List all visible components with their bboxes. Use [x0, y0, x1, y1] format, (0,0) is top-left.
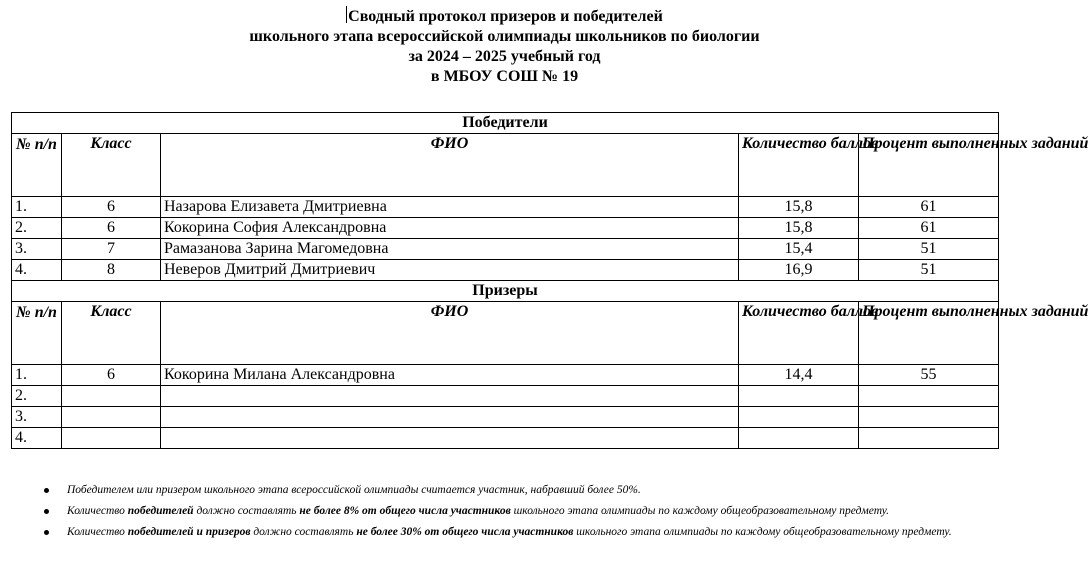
protocol-table-body: [12, 113, 1088, 449]
table-row: [12, 218, 999, 239]
cell-percent: 55: [859, 365, 999, 386]
cell-num: 1.: [12, 365, 62, 386]
protocol-table: [11, 112, 1088, 449]
note-text: должно составлять: [193, 505, 300, 517]
cell-num: 4.: [12, 428, 62, 449]
note-text: Победителем или призером школьного этапа всероссийской олимпиады считается участник, набравший более 50%.: [67, 484, 641, 496]
bullet-icon: [44, 488, 49, 493]
cell-class: 7: [62, 239, 161, 260]
title-line-4: в МБОУ СОШ № 19: [430, 68, 579, 85]
note-item: [44, 524, 979, 541]
cell-class: 6: [62, 197, 161, 218]
column-header-percent: Процент выполненных заданий: [859, 302, 999, 365]
column-header-row: [12, 134, 999, 197]
column-header-fio: ФИО: [161, 134, 739, 197]
title-line-2: школьного этапа всероссийской олимпиады школьников по биологии: [249, 28, 760, 45]
cell-fio: [161, 386, 739, 407]
note-text: не более 30% от общего числа участников: [356, 526, 574, 538]
cell-percent: [859, 407, 999, 428]
cell-percent: 61: [859, 197, 999, 218]
cell-percent: 61: [859, 218, 999, 239]
cell-num: 3.: [12, 239, 62, 260]
column-header-score: Количество баллов: [739, 134, 859, 197]
note-text: школьного этапа олимпиады по каждому общеобразовательному предмету.: [510, 505, 889, 517]
note-text: Количество: [67, 526, 128, 538]
table-row: [12, 386, 999, 407]
title-line-1: [0, 6, 1009, 27]
note-text: школьного этапа олимпиады по каждому общеобразовательному предмету.: [573, 526, 952, 538]
column-header-class: Класс: [62, 302, 161, 365]
cell-fio: Неверов Дмитрий Дмитриевич: [161, 260, 739, 281]
table-row: [12, 407, 999, 428]
table-row: [12, 365, 999, 386]
cell-fio: [161, 407, 739, 428]
document-title: [0, 6, 1009, 87]
column-header-fio: ФИО: [161, 302, 739, 365]
cell-fio: [161, 428, 739, 449]
notes-list: [44, 482, 979, 545]
cell-class: 6: [62, 218, 161, 239]
cell-class: [62, 428, 161, 449]
column-header-num: № п/п: [12, 134, 62, 197]
cell-score: 15,8: [739, 218, 859, 239]
title-line-3: за 2024 – 2025 учебный год: [408, 48, 601, 65]
cell-num: 2.: [12, 218, 62, 239]
cell-score: [739, 386, 859, 407]
column-header-score: Количество баллов: [739, 302, 859, 365]
cell-class: [62, 407, 161, 428]
cell-fio: Назарова Елизавета Дмитриевна: [161, 197, 739, 218]
cell-score: 14,4: [739, 365, 859, 386]
cell-num: 1.: [12, 197, 62, 218]
table-row: [12, 428, 999, 449]
cell-num: 3.: [12, 407, 62, 428]
cell-class: [62, 386, 161, 407]
cell-num: 2.: [12, 386, 62, 407]
winners-section-row: [12, 113, 999, 134]
bullet-icon: [44, 509, 49, 514]
table-row: [12, 197, 999, 218]
note-item: [44, 503, 979, 520]
cell-fio: Кокорина Милана Александровна: [161, 365, 739, 386]
cell-percent: [859, 428, 999, 449]
cell-percent: [859, 386, 999, 407]
note-text: должно составлять: [250, 526, 357, 538]
note-text: Количество: [67, 505, 128, 517]
cell-score: 15,8: [739, 197, 859, 218]
winners-section-title: Победители: [12, 113, 999, 134]
note-text: победителей: [127, 505, 194, 517]
cell-class: 8: [62, 260, 161, 281]
cell-fio: Рамазанова Зарина Магомедовна: [161, 239, 739, 260]
column-header-num: № п/п: [12, 302, 62, 365]
text-cursor: [346, 6, 347, 23]
cell-num: 4.: [12, 260, 62, 281]
cell-class: 6: [62, 365, 161, 386]
prizewinners-section-title: Призеры: [12, 281, 999, 302]
title-line-1-text: Сводный протокол призеров и победителей: [348, 8, 663, 25]
cell-score: 15,4: [739, 239, 859, 260]
bullet-icon: [44, 530, 49, 535]
table-row: [12, 239, 999, 260]
cell-percent: 51: [859, 260, 999, 281]
note-item: [44, 482, 979, 499]
cell-score: [739, 407, 859, 428]
prizewinners-section-row: [12, 281, 999, 302]
table-row: [12, 260, 999, 281]
cell-score: 16,9: [739, 260, 859, 281]
column-header-row: [12, 302, 999, 365]
column-header-class: Класс: [62, 134, 161, 197]
note-text: победителей и призеров: [127, 526, 251, 538]
cell-percent: 51: [859, 239, 999, 260]
column-header-percent: Процент выполненных заданий: [859, 134, 999, 197]
note-text: не более 8% от общего числа участников: [299, 505, 511, 517]
cell-fio: Кокорина София Александровна: [161, 218, 739, 239]
cell-score: [739, 428, 859, 449]
